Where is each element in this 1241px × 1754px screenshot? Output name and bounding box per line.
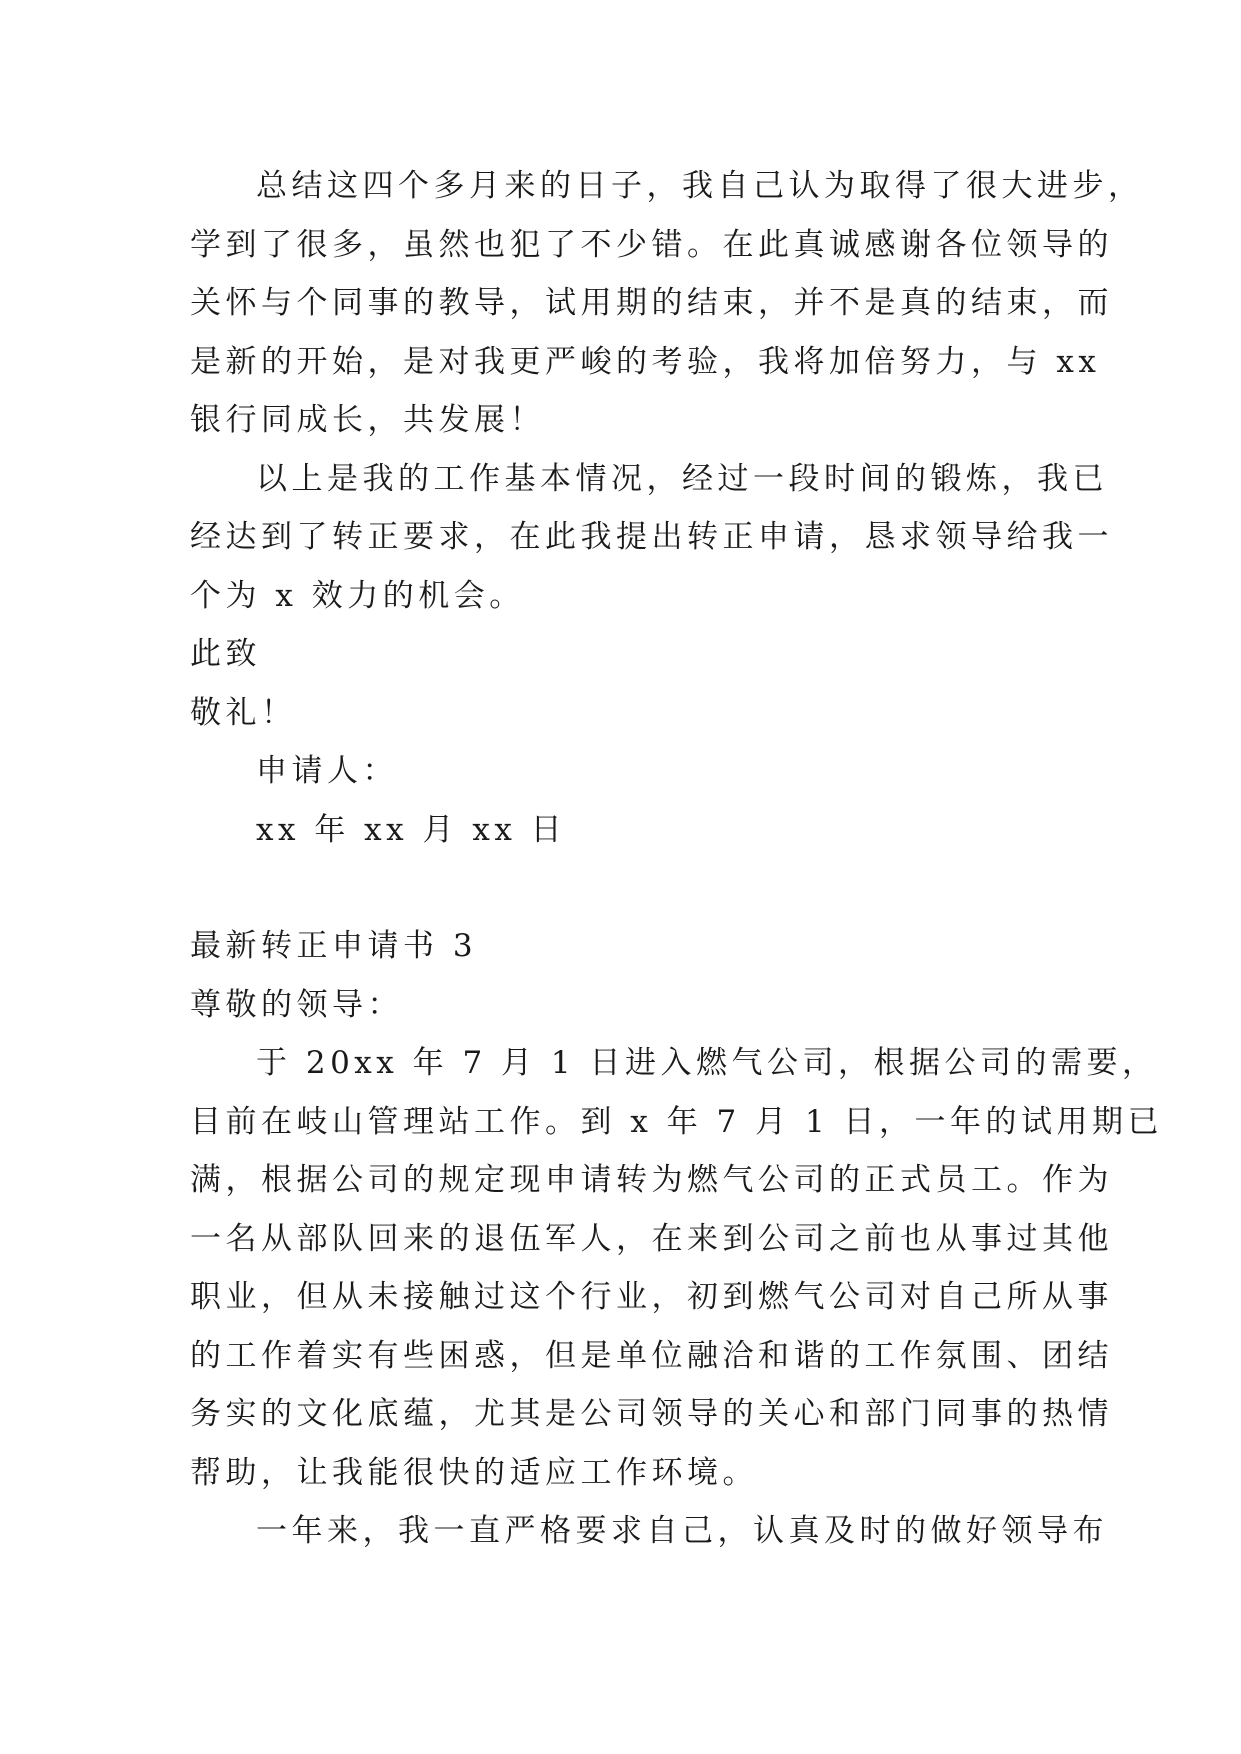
text-line: 满，根据公司的规定现申请转为燃气公司的正式员工。作为 (190, 1162, 1113, 1198)
text-line: 关怀与个同事的教导，试用期的结束，并不是真的结束，而 (190, 285, 1113, 321)
text-line: 银行同成长，共发展！ (190, 402, 545, 438)
text-line: 于 20xx 年 7 月 1 日进入燃气公司，根据公司的需要， (256, 1045, 1158, 1081)
text-line: 学到了很多，虽然也犯了不少错。在此真诚感谢各位领导的 (190, 227, 1113, 263)
section-title: 最新转正申请书 3 (190, 928, 478, 964)
text-line: 一名从部队回来的退伍军人，在来到公司之前也从事过其他 (190, 1221, 1113, 1257)
text-line: 务实的文化底蕴，尤其是公司领导的关心和部门同事的热情 (190, 1396, 1113, 1432)
text-line: 一年来，我一直严格要求自己，认真及时的做好领导布 (256, 1513, 1108, 1549)
text-line: 以上是我的工作基本情况，经过一段时间的锻炼，我已 (256, 461, 1108, 497)
text-line: 总结这四个多月来的日子，我自己认为取得了很大进步， (256, 168, 1144, 204)
text-line: 目前在岐山管理站工作。到 x 年 7 月 1 日，一年的试用期已 (190, 1104, 1164, 1140)
text-line: 职业，但从未接触过这个行业，初到燃气公司对自己所从事 (190, 1279, 1113, 1315)
text-line: 个为 x 效力的机会。 (190, 578, 525, 614)
text-line: 是新的开始，是对我更严峻的考验，我将加倍努力，与 xx (190, 344, 1101, 380)
date-line: xx 年 xx 月 xx 日 (256, 812, 567, 848)
greeting: 尊敬的领导： (190, 987, 403, 1023)
applicant-label: 申请人： (256, 753, 398, 789)
text-line: 的工作着实有些困惑，但是单位融洽和谐的工作氛围、团结 (190, 1338, 1113, 1374)
text-line: 经达到了转正要求，在此我提出转正申请，恳求领导给我一 (190, 519, 1113, 555)
closing-salutation: 此致 (190, 636, 261, 672)
closing-regards: 敬礼！ (190, 695, 297, 731)
text-line: 帮助，让我能很快的适应工作环境。 (190, 1455, 758, 1491)
